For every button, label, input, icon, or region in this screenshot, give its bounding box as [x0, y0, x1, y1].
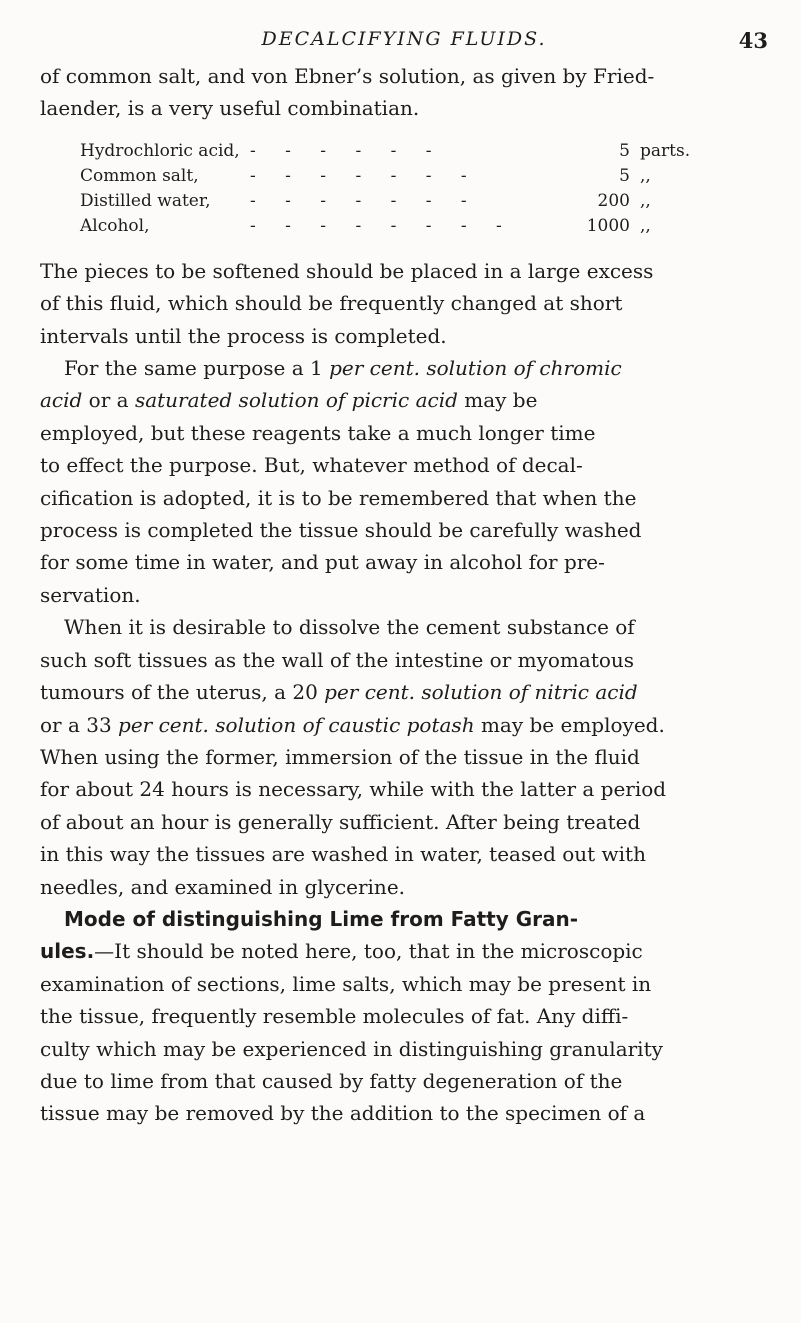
ingredient-unit: ,, [640, 190, 651, 211]
text-line: tissue may be removed by the addition to the specimen of a [40, 1101, 646, 1126]
text-line: to effect the purpose. But, whatever method of decal- [40, 453, 583, 478]
running-title: DECALCIFYING FLUIDS. [261, 28, 547, 50]
text-line: examination of sections, lime salts, which may be present in [40, 971, 652, 996]
text-line: the tissue, frequently resemble molecules of fat. Any diffi- [40, 1004, 629, 1029]
text-line: for about 24 hours is necessary, while with the latter a period [40, 777, 667, 802]
text-line: servation. [40, 582, 141, 607]
italic-term: per cent. solution of chromic [329, 356, 622, 381]
text-line [40, 676, 768, 708]
section-heading: ules. [40, 939, 95, 964]
leader-dashes: - - - - - - [250, 140, 444, 161]
ingredient-quantity: 1000 [586, 215, 630, 236]
text-line: such soft tissues as the wall of the intestine or myomatous [40, 647, 635, 672]
ingredient-unit: ,, [640, 215, 651, 236]
text-line: due to lime from that caused by fatty degeneration of the [40, 1068, 623, 1093]
text-line [40, 352, 768, 384]
text-run: —It should be noted here, too, that in the microscopic [94, 939, 643, 964]
text-line: for some time in water, and put away in alcohol for pre- [40, 550, 605, 575]
text-line [40, 709, 768, 741]
text-line: The pieces to be softened should be placed in a large excess [40, 258, 654, 283]
text-line: When it is desirable to dissolve the cement substance of [64, 615, 635, 640]
text-line: of this fluid, which should be frequently changed at short [40, 291, 623, 316]
text-line: When using the former, immersion of the tissue in the fluid [40, 744, 640, 769]
text-line: of about an hour is generally sufficient. After being treated [40, 809, 641, 834]
italic-term: acid [40, 388, 83, 413]
italic-term: per cent. solution of caustic potash [118, 712, 475, 737]
ingredient-quantity: 200 [597, 190, 630, 211]
text-line: cification is adopted, it is to be remembered that when the [40, 485, 637, 510]
formula-row [80, 214, 768, 239]
text-line: laender, is a very useful combinatian. [40, 96, 420, 121]
text-run: or a 33 [40, 712, 119, 737]
text-line: process is completed the tissue should be carefully washed [40, 518, 642, 543]
intro-paragraph [40, 60, 768, 125]
text-line [40, 935, 768, 967]
formula-table [40, 139, 768, 239]
paragraph-lime-vs-fat [40, 903, 768, 1130]
ingredient-quantity: 5 [619, 140, 630, 161]
formula-row [80, 164, 768, 189]
book-page [40, 18, 768, 1130]
leader-dashes: - - - - - - - [250, 165, 479, 186]
ingredient-name: Hydrochloric acid, [80, 140, 240, 161]
formula-row [80, 139, 768, 164]
text-line: intervals until the process is completed. [40, 323, 447, 348]
ingredient-name: Distilled water, [80, 190, 211, 211]
ingredient-unit: parts. [640, 140, 691, 161]
text-run: may be employed. [474, 712, 665, 737]
text-run: or a [82, 388, 135, 413]
text-run: may be [457, 388, 538, 413]
text-line [40, 903, 768, 935]
leader-dashes: - - - - - - - - [250, 215, 514, 236]
leader-dashes: - - - - - - - [250, 190, 479, 211]
ingredient-name: Common salt, [80, 165, 199, 186]
ingredient-unit: ,, [640, 165, 651, 186]
text-line: culty which may be experienced in distinguishing granularity [40, 1036, 663, 1061]
ingredient-quantity: 5 [619, 165, 630, 186]
paragraph-softening [40, 255, 768, 352]
running-head [40, 18, 768, 60]
text-run: For the same purpose a 1 [64, 356, 330, 381]
text-run: tumours of the uterus, a 20 [40, 680, 325, 705]
text-line: of common salt, and von Ebner’s solution, as given by Fried- [40, 64, 655, 88]
italic-term: per cent. solution of nitric acid [324, 680, 638, 705]
paragraph-alternatives [40, 352, 768, 611]
formula-row [80, 189, 768, 214]
ingredient-name: Alcohol, [80, 215, 150, 236]
text-line: employed, but these reagents take a much longer time [40, 420, 596, 445]
text-line: in this way the tissues are washed in water, teased out with [40, 842, 646, 867]
paragraph-soft-tissues [40, 611, 768, 903]
text-line: needles, and examined in glycerine. [40, 874, 406, 899]
italic-term: saturated solution of picric acid [134, 388, 458, 413]
page-number: 43 [738, 28, 768, 53]
text-line [40, 384, 768, 416]
section-heading: Mode of distinguishing Lime from Fatty Gran- [64, 906, 579, 931]
